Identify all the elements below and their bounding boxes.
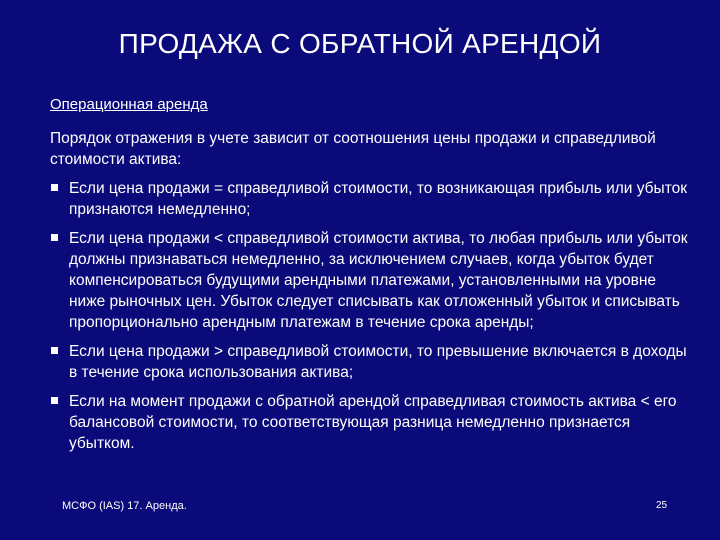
page-number: 25: [656, 500, 668, 511]
square-bullet-icon: [51, 184, 58, 191]
bullet-text: Если цена продажи > справедливой стоимости, то превышение включается в доходы в течение срока использования актива;: [69, 343, 687, 381]
intro-paragraph: Порядок отражения в учете зависит от соотношения цены продажи и справедливой стоимости актива:: [50, 130, 656, 168]
square-bullet-icon: [51, 347, 58, 354]
bullet-item: [50, 341, 690, 383]
slide-title: ПРОДАЖА С ОБРАТНОЙ АРЕНДОЙ: [118, 28, 602, 59]
bullet-item: [50, 391, 690, 454]
bullet-text: Если цена продажи < справедливой стоимости актива, то любая прибыль или убыток должны признаваться немедленно, за исключением случаев, когда убыток будет компенсироваться будущими арендными платежами, установленными на уровне ниже рыночных цен. Убыток следует списывать как отложенный убыток и списывать пропорционально арендным платежам в течение срока аренды;: [69, 230, 688, 331]
square-bullet-icon: [51, 234, 58, 241]
square-bullet-icon: [51, 397, 58, 404]
bullet-text: Если цена продажи = справедливой стоимости, то возникающая прибыль или убыток признаются немедленно;: [69, 180, 688, 218]
bullet-list: [50, 178, 690, 462]
bullet-text: Если на момент продажи с обратной арендой справедливая стоимость актива < его балансовой стоимости, то соответствующая разница немедленно признается убытком.: [69, 393, 677, 452]
bullet-item: [50, 178, 690, 220]
bullet-item: [50, 228, 690, 333]
section-subtitle: Операционная аренда: [50, 96, 208, 113]
footer-text: МСФО (IAS) 17. Аренда.: [62, 500, 187, 512]
